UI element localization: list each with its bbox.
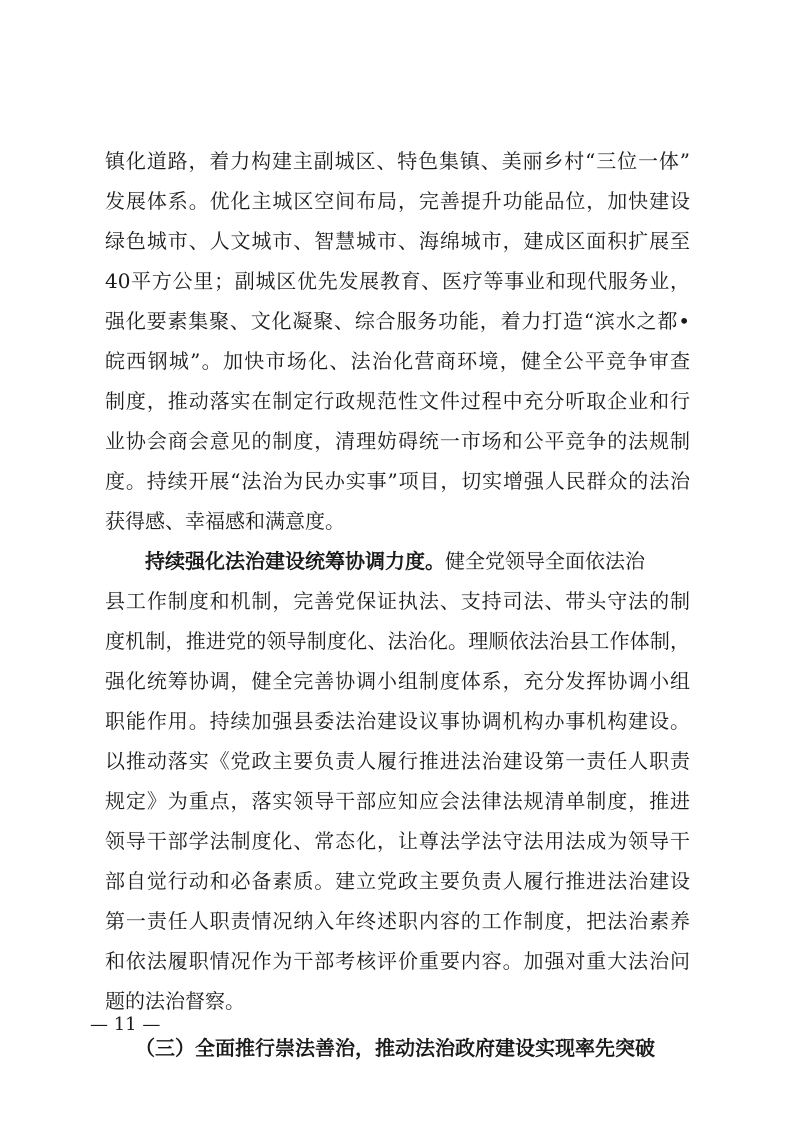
text-line: 题的法治督察。: [105, 989, 245, 1013]
paragraph-lead-line: [145, 543, 690, 579]
text-line: 职能作用。持续加强县委法治建设议事协调机构办事机构建设。: [105, 709, 690, 733]
paragraph-lead-rest: 健全党领导全面依法治: [445, 549, 645, 573]
paragraph-bold-lead: 持续强化法治建设统筹协调力度。: [145, 549, 445, 573]
text-line: 以推动落实《党政主要负责人履行推进法治建设第一责任人职责: [105, 749, 690, 773]
text-line: 第一责任人职责情况纳入年终述职内容的工作制度，把法治素养: [105, 909, 690, 933]
text-line: 绿色城市、人文城市、智慧城市、海绵城市，建成区面积扩展至: [105, 229, 690, 253]
text-line: 强化统筹协调，健全完善协调小组制度体系，充分发挥协调小组: [105, 669, 690, 693]
text-line: 获得感、幸福感和满意度。: [105, 509, 345, 533]
section-heading: （三）全面推行崇法善治，推动法治政府建设实现率先突破: [135, 1036, 655, 1060]
text-line: 镇化道路，着力构建主副城区、特色集镇、美丽乡村“三位一体”: [105, 149, 690, 173]
text-line: 度机制，推进党的领导制度化、法治化。理顺依法治县工作体制，: [105, 629, 690, 653]
text-line: 度。持续开展“法治为民办实事”项目，切实增强人民群众的法治: [105, 469, 690, 493]
page-number: — 11 —: [90, 1014, 161, 1035]
text-line: 县工作制度和机制，完善党保证执法、支持司法、带头守法的制: [105, 589, 690, 613]
text-line: 业协会商会意见的制度，清理妨碍统一市场和公平竞争的法规制: [105, 429, 690, 453]
text-line: 发展体系。优化主城区空间布局，完善提升功能品位，加快建设: [105, 189, 690, 213]
text-line: 40平方公里；副城区优先发展教育、医疗等事业和现代服务业，: [105, 269, 690, 293]
text-line: 制度，推动落实在制定行政规范性文件过程中充分听取企业和行: [105, 389, 690, 413]
text-line: 领导干部学法制度化、常态化，让尊法学法守法用法成为领导干: [105, 829, 690, 853]
text-line: 规定》为重点，落实领导干部应知应会法律法规清单制度，推进: [105, 789, 690, 813]
text-line: 皖西钢城”。加快市场化、法治化营商环境，健全公平竞争审查: [105, 349, 690, 373]
text-line: 强化要素集聚、文化凝聚、综合服务功能，着力打造“滨水之都•: [105, 309, 690, 333]
text-line: 和依法履职情况作为干部考核评价重要内容。加强对重大法治问: [105, 949, 690, 973]
text-line: 部自觉行动和必备素质。建立党政主要负责人履行推进法治建设: [105, 869, 690, 893]
